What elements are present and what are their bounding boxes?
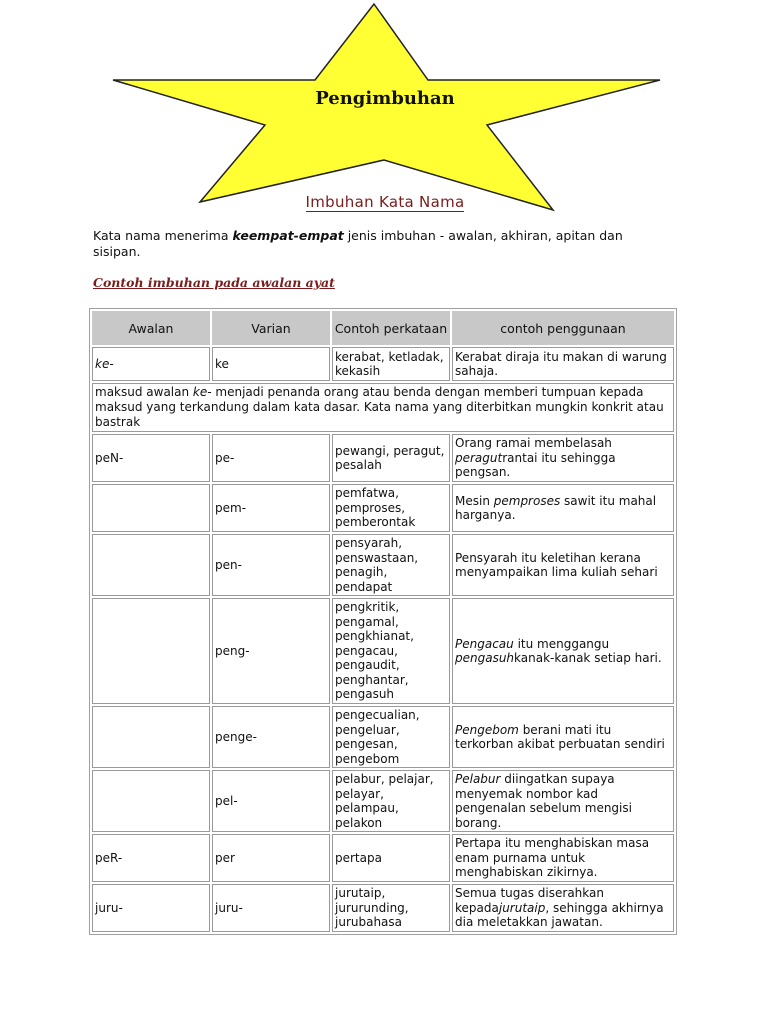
cell-guna: Pelabur diingatkan supaya menyemak nombor kad pengenalan sebelum mengisi borang. [452, 770, 674, 832]
cell-contoh: pemfatwa, pemproses, pemberontak [332, 484, 450, 532]
cell-note: maksud awalan ke- menjadi penanda orang atau benda dengan memberi tumpuan kepada maksud yang terkandung dalam kata dasar. Kata nama yang diterbitkan mungkin konkrit atau bastrak [92, 383, 674, 432]
cell-contoh: pengecualian, pengeluar, pengesan, pengebom [332, 706, 450, 768]
table-row [92, 770, 674, 832]
page-title: Pengimbuhan [315, 88, 455, 109]
cell-guna: Pensyarah itu keletihan kerana menyampaikan lima kuliah sehari [452, 534, 674, 596]
cell-awalan: peR- [92, 834, 210, 882]
table-row [92, 434, 674, 482]
header-contoh: Contoh perkataan [332, 311, 450, 345]
cell-guna: Kerabat diraja itu makan di warung sahaja. [452, 347, 674, 381]
cell-guna: Semua tugas diserahkan kepadajurutaip, sehingga akhirnya dia meletakkan jawatan. [452, 884, 674, 932]
cell-contoh: pertapa [332, 834, 450, 882]
table-row [92, 347, 674, 381]
cell-awalan [92, 598, 210, 704]
cell-contoh: pelabur, pelajar, pelayar, pelampau, pelakon [332, 770, 450, 832]
section-link[interactable]: Contoh imbuhan pada awalan ayat [93, 275, 335, 290]
header-varian: Varian [212, 311, 330, 345]
table-row [92, 884, 674, 932]
cell-varian: per [212, 834, 330, 882]
cell-awalan [92, 770, 210, 832]
cell-varian: penge- [212, 706, 330, 768]
table-row [92, 834, 674, 882]
cell-awalan: peN- [92, 434, 210, 482]
cell-contoh: jurutaip, jururunding, jurubahasa [332, 884, 450, 932]
cell-awalan: ke- [92, 347, 210, 381]
cell-varian: peng- [212, 598, 330, 704]
cell-varian: pel- [212, 770, 330, 832]
cell-contoh: pewangi, peragut, pesalah [332, 434, 450, 482]
cell-guna: Mesin pemproses sawit itu mahal harganya. [452, 484, 674, 532]
cell-varian: pe- [212, 434, 330, 482]
star-banner [0, 0, 768, 215]
cell-guna: Pengacau itu menggangu pengasuhkanak-kanak setiap hari. [452, 598, 674, 704]
cell-varian: juru- [212, 884, 330, 932]
table-row [92, 598, 674, 704]
cell-contoh: kerabat, ketladak, kekasih [332, 347, 450, 381]
table-row [92, 706, 674, 768]
header-awalan: Awalan [92, 311, 210, 345]
intro-paragraph: Kata nama menerima keempat-empat jenis imbuhan - awalan, akhiran, apitan dan sisipan. [93, 228, 623, 259]
cell-varian: ke [212, 347, 330, 381]
cell-guna: Orang ramai membelasah peragutrantai itu sehingga pengsan. [452, 434, 674, 482]
cell-awalan [92, 534, 210, 596]
header-penggunaan: contoh penggunaan [452, 311, 674, 345]
table-row [92, 484, 674, 532]
cell-contoh: pengkritik, pengamal, pengkhianat, pengacau, pengaudit, penghantar, pengasuh [332, 598, 450, 704]
cell-varian: pen- [212, 534, 330, 596]
prefix-table [89, 308, 677, 935]
table-row-note [92, 383, 674, 432]
cell-varian: pem- [212, 484, 330, 532]
section-title: Imbuhan Kata Nama [305, 193, 465, 211]
intro-emphasis: keempat-empat [232, 228, 344, 243]
cell-guna: Pengebom berani mati itu terkorban akibat perbuatan sendiri [452, 706, 674, 768]
cell-awalan [92, 484, 210, 532]
cell-awalan [92, 706, 210, 768]
cell-contoh: pensyarah, penswastaan, penagih, pendapat [332, 534, 450, 596]
table-row [92, 534, 674, 596]
table-header-row [92, 311, 674, 345]
cell-guna: Pertapa itu menghabiskan masa enam purnama untuk menghabiskan zikirnya. [452, 834, 674, 882]
cell-awalan: juru- [92, 884, 210, 932]
